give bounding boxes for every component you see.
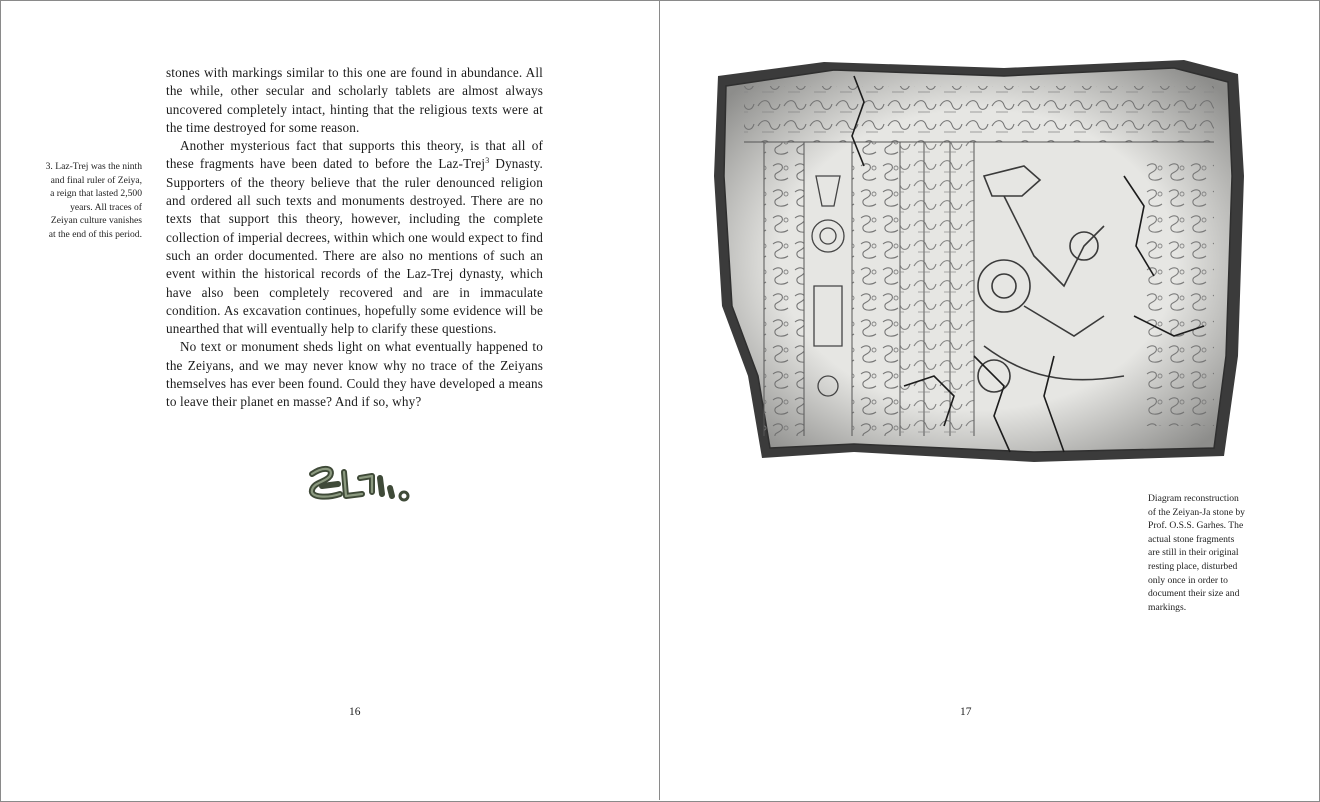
paragraph-2 (166, 137, 543, 338)
paragraph-2-start: Another mysterious fact that supports this theory, is that all of these fragments have been dated to before the Laz-Trej (166, 138, 543, 172)
zeiyan-glyph-ornament-icon (300, 460, 416, 510)
footnote-mark: 3 (485, 156, 490, 166)
sidenote-laz-trej: 3. Laz-Trej was the ninth and final ruler of Zeiya, a reign that lasted 2,500 years. All traces of Zeiyan culture vanishes at the end of this period. (45, 161, 142, 240)
page-number-right: 17 (960, 706, 972, 718)
zeiyan-ja-stone-illustration-icon (704, 56, 1248, 464)
paragraph-2-rest: Dynasty. Supporters of the theory believe that the ruler denounced religion and ordered all such texts and monuments destroyed. There are no texts that support this theory, however, including the complete collection of imperial decrees, within which one would expect to find such an order documented. There are also no mentions of such an event within the historical records of the Laz-Trej dynasty, which have also been completely recovered and are in immaculate condition. As excavation continues, hopefully some evidence will be unearthed that will eventually help to clarify these questions. (166, 156, 543, 337)
paragraph-1: stones with markings similar to this one are found in abundance. All the while, other secular and scholarly tablets are almost always uncovered completely intact, hinting that the religious texts were at the time destroyed for some reason. (166, 65, 543, 135)
paragraph-3: No text or monument sheds light on what eventually happened to the Zeiyans, and we may never know why no trace of the Zeiyans themselves has ever been found. Could they have developed a means to leave their planet en masse? And if so, why? (166, 339, 543, 410)
body-text (166, 64, 543, 412)
illustration-caption: Diagram reconstruction of the Zeiyan-Ja stone by Prof. O.S.S. Garhes. The actual stone fragments are still in their original resting place, disturbed only once in order to document their size and markings. (1148, 493, 1245, 613)
page-number-left: 16 (349, 706, 361, 718)
right-page (660, 0, 1318, 800)
left-page (0, 0, 659, 800)
